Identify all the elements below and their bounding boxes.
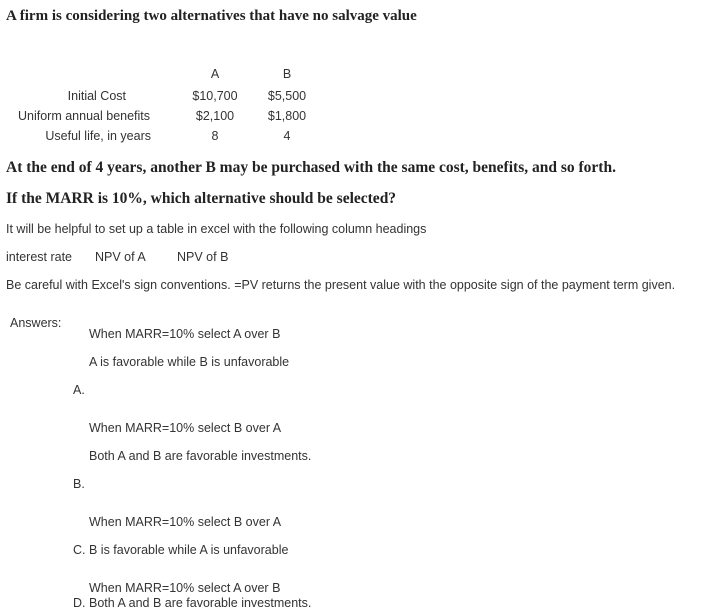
cell-a-initial-cost: $10,700: [192, 89, 238, 103]
column-header-b: B: [282, 67, 292, 81]
answer-c-letter: C.: [73, 543, 86, 557]
row-label-initial-cost: Initial Cost: [67, 89, 126, 103]
row-label-useful-life: Useful life, in years: [45, 129, 151, 143]
cell-b-annual-benefits: $1,800: [267, 109, 307, 123]
answer-d-line-1: When MARR=10% select A over B: [89, 581, 281, 595]
answer-d-line-2: Both A and B are favorable investments.: [89, 596, 312, 610]
column-heading-npv-b: NPV of B: [177, 250, 229, 264]
question-intro: A firm is considering two alternatives that have no salvage value: [6, 8, 417, 24]
answer-c-line-1: When MARR=10% select B over A: [89, 515, 282, 529]
answer-d-letter: D.: [73, 596, 86, 610]
answer-c-line-2: B is favorable while A is unfavorable: [89, 543, 289, 557]
answer-a-line-1: When MARR=10% select A over B: [89, 327, 281, 341]
answer-b-letter: B.: [73, 477, 85, 491]
hint-text: It will be helpful to set up a table in excel with the following column headings: [6, 222, 427, 236]
cell-b-useful-life: 4: [283, 129, 291, 143]
column-heading-interest-rate: interest rate: [6, 250, 73, 264]
cell-a-useful-life: 8: [211, 129, 219, 143]
answer-a-letter: A.: [73, 383, 85, 397]
cell-a-annual-benefits: $2,100: [195, 109, 235, 123]
column-header-a: A: [210, 67, 220, 81]
question-statement: At the end of 4 years, another B may be purchased with the same cost, benefits, and so forth.: [6, 159, 616, 176]
cell-b-initial-cost: $5,500: [267, 89, 307, 103]
answer-b-line-2: Both A and B are favorable investments.: [89, 449, 312, 463]
column-heading-npv-a: NPV of A: [95, 250, 146, 264]
answers-label: Answers:: [10, 316, 62, 330]
answer-a-line-2: A is favorable while B is unfavorable: [89, 355, 290, 369]
question-prompt: If the MARR is 10%, which alternative should be selected?: [6, 190, 397, 207]
row-label-uniform-annual-benefits: Uniform annual benefits: [18, 109, 151, 123]
answer-b-line-1: When MARR=10% select B over A: [89, 421, 282, 435]
caution-text: Be careful with Excel's sign conventions. =PV returns the present value with the opposite sign of the payment term given.: [6, 278, 676, 292]
